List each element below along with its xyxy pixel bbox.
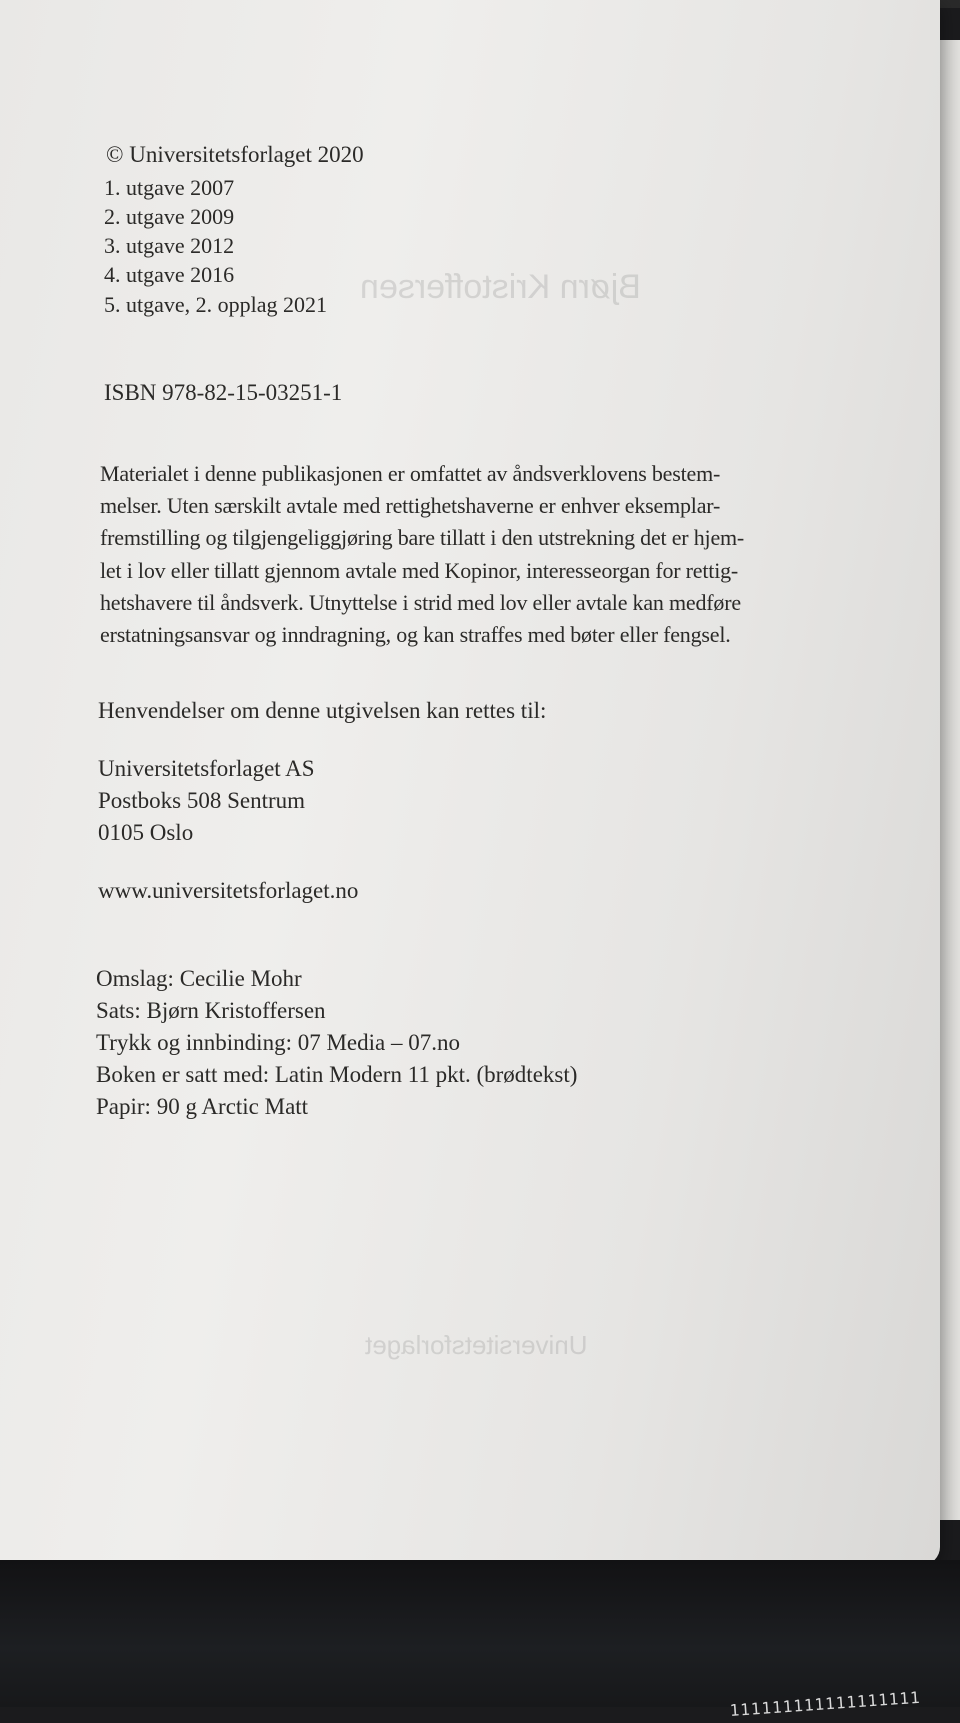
show-through-publisher: Universitetsforlaget [365,1330,588,1360]
credit-paper: Papir: 90 g Arctic Matt [96,1094,309,1119]
edition-5: 5. utgave, 2. opplag 2021 [104,292,328,317]
legal-line-3: fremstilling og tilgjengeliggjøring bare tillatt i den utstrekning det er hjem- [100,525,745,550]
isbn: ISBN 978-82-15-03251-1 [104,380,343,405]
copyright-line: © Universitetsforlaget 2020 [106,142,364,167]
edition-3: 3. utgave 2012 [104,233,235,258]
edition-1: 1. utgave 2007 [104,175,235,200]
contact-intro: Henvendelser om denne utgivelsen kan rettes til: [98,698,547,723]
website-link: www.universitetsforlaget.no [98,878,359,903]
address-city: 0105 Oslo [98,820,194,845]
legal-line-5: hetshavere til åndsverk. Utnyttelse i strid med lov eller avtale kan medføre [100,590,741,615]
credit-cover: Omslag: Cecilie Mohr [96,966,302,991]
show-through-author: Bjørn Kristoffersen [360,268,641,306]
address-company: Universitetsforlaget AS [98,756,315,781]
edition-2: 2. utgave 2009 [104,204,235,229]
zipper: 111111111111111111 [729,1687,922,1721]
background-fabric [0,1560,960,1721]
legal-line-2: melser. Uten særskilt avtale med rettighetshaverne er enhver eksemplar- [100,493,721,518]
legal-line-6: erstatningsansvar og inndragning, og kan straffes med bøter eller fengsel. [100,622,731,647]
credit-printing: Trykk og innbinding: 07 Media – 07.no [96,1030,460,1055]
credit-font: Boken er satt med: Latin Modern 11 pkt. (brødtekst) [96,1062,578,1087]
address-postbox: Postboks 508 Sentrum [98,788,306,813]
credit-typesetting: Sats: Bjørn Kristoffersen [96,998,326,1023]
legal-line-4: let i lov eller tillatt gjennom avtale med Kopinor, interesseorgan for rettig- [100,558,739,583]
edition-4: 4. utgave 2016 [104,262,235,287]
legal-line-1: Materialet i denne publikasjonen er omfattet av åndsverklovens bestem- [100,461,721,486]
